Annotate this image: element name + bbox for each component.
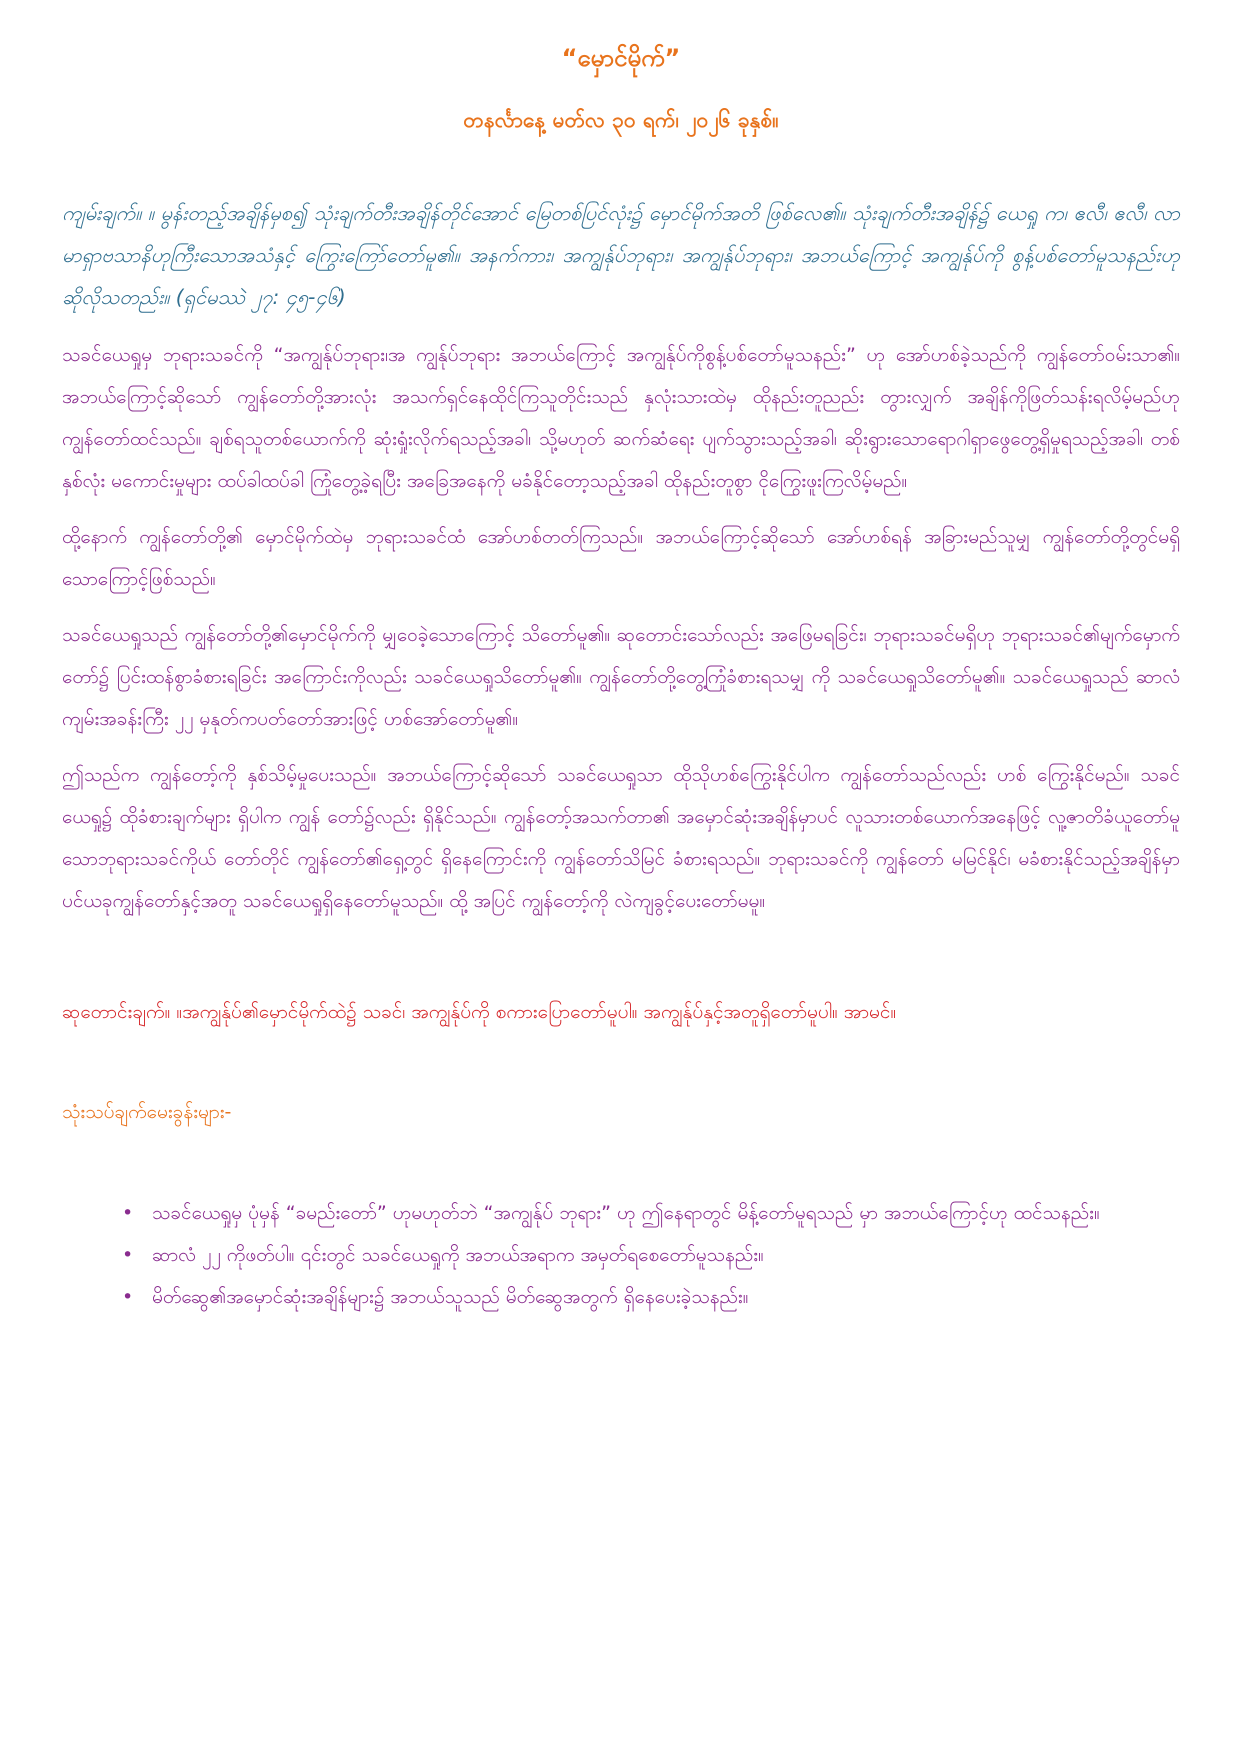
body-paragraph-1: သခင်ယေရှုမှ ဘုရားသခင်ကို “အကျွန်ုပ်ဘုရား၊အ ကျွန်ုပ်ဘုရား အဘယ်ကြောင့် အကျွန်ုပ်ကိုစွန့်ပစ်တော်မူသနည်း” ဟု အော်ဟစ်ခဲ့သည်ကို ကျွန်တော်ဝမ်းသာ၏။ အဘယ်ကြောင့်ဆိုသော် ကျွန်တော်တို့အားလုံး အသက်ရှင်နေထိုင်ကြသူတိုင်းသည် နှလုံးသားထဲမှ ထိုနည်းတူညည်း တွားလျှက် အချိန်ကိုဖြတ်သန်းရလိမ့်မည်ဟု ကျွန်တော်ထင်သည်။ ချစ်ရသူတစ်ယောက်ကို ဆုံးရှုံးလိုက်ရသည့်အခါ၊ သို့မဟုတ် ဆက်ဆံရေး ပျက်သွားသည့်အခါ၊ ဆိုးရွားသောရောဂါရှာဖွေတွေ့ရှိမှုရသည့်အခါ၊ တစ်နှစ်လုံး မကောင်းမှုများ ထပ်ခါထပ်ခါ ကြုံတွေ့ခဲ့ရပြီး အခြေအနေကို မခံနိုင်တော့သည့်အခါ ထိုနည်းတူစွာ ငိုကြွေးဖူးကြလိမ့်မည်။: [62, 344, 1180, 492]
prayer-text: ဆုတောင်းချက်။ ။အကျွန်ုပ်၏မှောင်မိုက်ထဲ၌ သခင်၊ အကျွန်ုပ်ကို စကားပြောတော်မူပါ။ အကျွန်ုပ်နှင့်အတူရှိတော်မူပါ။ အာမင်။: [62, 1001, 897, 1023]
page-title: “မှောင်မိုက်”: [561, 44, 681, 72]
body-paragraph-2: ထို့နောက် ကျွန်တော်တို့၏ မှောင်မိုက်ထဲမှ ဘုရားသခင်ထံ အော်ဟစ်တတ်ကြသည်။ အဘယ်ကြောင့်ဆိုသော် အော်ဟစ်ရန် အခြားမည်သူမျှ ကျွန်တော်တို့တွင်မရှိသောကြောင့်ဖြစ်သည်။: [62, 526, 1180, 590]
devotional-page: [62, 40, 1180, 1320]
bullet-icon: •: [122, 1244, 134, 1266]
question-text: သခင်ယေရှုမှ ပုံမှန် “ခမည်းတော်” ဟုမဟုတ်ဘဲ “အကျွန်ုပ် ဘုရား” ဟု ဤနေရာတွင် မိန့်တော်မူရသည် မှာ အဘယ်ကြောင့်ဟု ထင်သနည်း။: [152, 1202, 1100, 1224]
body-paragraph-4: ဤသည်က ကျွန်တော့်ကို နှစ်သိမ့်မှုပေးသည်။ အဘယ်ကြောင့်ဆိုသော် သခင်ယေရှုသာ ထိုသိုဟစ်ကြွေးနိုင်ပါက ကျွန်တော်သည်လည်း ဟစ် ကြွေးနိုင်မည်။ သခင်ယေရှု၌ ထိုခံစားချက်များ ရှိပါက ကျွန် တော်၌လည်း ရှိနိုင်သည်။ ကျွန်တော့်အသက်တာ၏ အမှောင်ဆုံးအချိန်မှာပင် လူသားတစ်ယောက်အနေဖြင့် လူ့ဇာတိခံယူတော်မူသောဘုရားသခင်ကိုယ် တော်တိုင် ကျွန်တော်၏ရှေ့တွင် ရှိနေကြောင်းကို ကျွန်တော်သိမြင် ခံစားရသည်။ ဘုရားသခင်ကို ကျွန်တော် မမြင်နိုင်၊ မခံစားနိုင်သည့်အချိန်မှာပင်ယခုကျွန်တော်နှင့်အတူ သခင်ယေရှုရှိနေတော်မူသည်။ ထို့ အပြင် ကျွန်တော့်ကို လဲကျခွင့်ပေးတော်မမူ။: [62, 764, 1180, 912]
date-line: တနင်္လာနေ့ မတ်လ ၃၀ ရက်၊ ၂၀၂၆ ခုနှစ်။: [463, 108, 779, 132]
bullet-icon: •: [122, 1286, 134, 1308]
body-paragraph-3: သခင်ယေရှုသည် ကျွန်တော်တို့၏မှောင်မိုက်ကို မျှဝေခဲ့သောကြောင့် သိတော်မူ၏။ ဆုတောင်းသော်လည်း အဖြေမရခြင်း၊ ဘုရားသခင်မရှိဟု ဘုရားသခင်၏မျက်မှောက်တော်၌ ပြင်းထန်စွာခံစားရခြင်း အကြောင်းကိုလည်း သခင်ယေရှုသိတော်မူ၏။ ကျွန်တော်တို့တွေ့ကြုံခံစားရသမျှ ကို သခင်ယေရှုသိတော်မူ၏။ သခင်ယေရှုသည် ဆာလံကျမ်းအခန်းကြီး ၂၂ မှနုတ်ကပတ်တော်အားဖြင့် ဟစ်အော်တော်မူ၏။: [62, 624, 1180, 730]
list-item: [122, 1194, 1180, 1232]
list-item: [122, 1278, 1180, 1316]
list-item: [122, 1236, 1180, 1274]
question-text: ဆာလံ ၂၂ ကိုဖတ်ပါ။ ၎င်းတွင် သခင်ယေရှုကို အဘယ်အရာက အမှတ်ရစေတော်မူသနည်း။: [152, 1244, 764, 1266]
bullet-icon: •: [122, 1202, 134, 1224]
questions-list: [62, 1194, 1180, 1316]
scripture-passage: ကျမ်းချက်။ ။ မွန်းတည့်အချိန်မှစ၍ သုံးချက်တီးအချိန်တိုင်အောင် မြေတစ်ပြင်လုံး၌ မှောင်မိုက်အတိ ဖြစ်လေ၏။ သုံးချက်တီးအချိန်၌ ယေရှု က၊ ဧလီ၊ ဧလီ၊ လာမာရှာဗသာနိဟုကြီးသောအသံနှင့် ကြွေးကြော်တော်မူ၏။ အနက်ကား၊ အကျွန်ုပ်ဘုရား၊ အကျွန်ုပ်ဘုရား၊ အဘယ်ကြောင့် အကျွန်ုပ်ကို စွန့်ပစ်တော်မူသနည်းဟု ဆိုလိုသတည်း။ (ရှင်မဿဲ ၂၇: ၄၅-၄၆): [62, 201, 1180, 309]
questions-heading: သုံးသပ်ချက်မေးခွန်းများ-: [62, 1101, 232, 1123]
question-text: မိတ်ဆွေ၏အမှောင်ဆုံးအချိန်များ၌ အဘယ်သူသည် မိတ်ဆွေအတွက် ရှိနေပေးခဲ့သနည်း။: [152, 1286, 749, 1308]
